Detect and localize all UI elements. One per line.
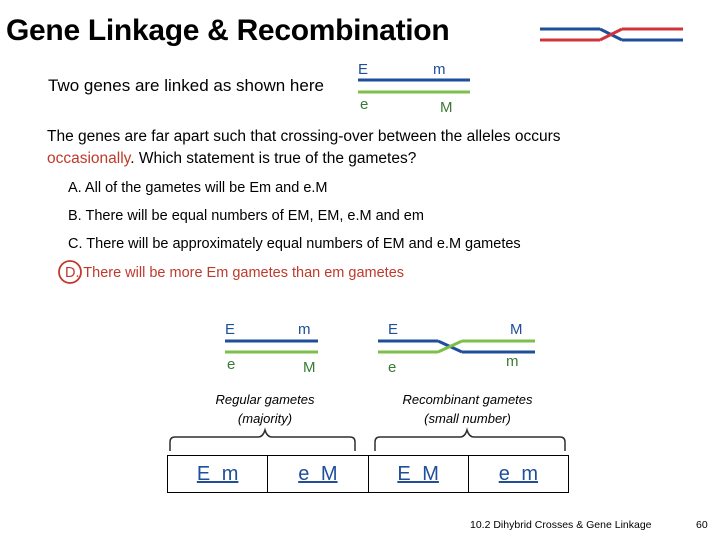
gene-label-e: e xyxy=(360,96,369,113)
question-text xyxy=(47,126,607,170)
gamete-cell: e M xyxy=(267,456,367,492)
option-c: C. There will be approximately equal numbers of EM and e.M gametes xyxy=(68,236,521,252)
option-a: A. All of the gametes will be Em and e.M xyxy=(68,180,328,196)
gamete-table xyxy=(167,455,569,493)
intro-text: Two genes are linked as shown here xyxy=(48,76,324,95)
gamete-cell: E M xyxy=(368,456,468,492)
regular-label-M: M xyxy=(303,359,316,376)
regular-label-E: E xyxy=(225,321,236,338)
gene-label-m: m xyxy=(433,61,446,78)
regular-caption xyxy=(190,390,340,428)
gamete-cell: E m xyxy=(196,462,239,485)
option-b: B. There will be equal numbers of EM, EM, e.M and em xyxy=(68,208,424,224)
recombinant-label-e: e xyxy=(388,359,397,376)
regular-caption-line1: Regular gametes xyxy=(215,392,315,407)
regular-brace xyxy=(170,430,355,451)
question-highlight: occasionally xyxy=(47,150,131,167)
recombinant-caption xyxy=(385,390,550,428)
recombinant-brace xyxy=(375,430,565,451)
regular-label-m: m xyxy=(298,321,311,338)
recombinant-caption-line1: Recombinant gametes xyxy=(402,392,533,407)
page-title: Gene Linkage & Recombination xyxy=(6,14,450,47)
gene-label-M: M xyxy=(440,99,453,116)
regular-caption-line2: (majority) xyxy=(237,411,293,426)
question-part-2: . Which statement is true of the gametes? xyxy=(130,150,417,167)
recombinant-label-E: E xyxy=(388,321,399,338)
recombinant-caption-line2: (small number) xyxy=(424,411,511,426)
footer-text: 10.2 Dihybrid Crosses & Gene Linkage xyxy=(470,519,652,531)
crossover-icon xyxy=(540,29,683,40)
recombinant-label-M: M xyxy=(510,321,523,338)
regular-label-e: e xyxy=(227,356,236,373)
page-number: 60 xyxy=(696,519,708,531)
gene-label-E: E xyxy=(358,61,369,78)
option-d: D. There will be more Em gametes than em gametes xyxy=(65,265,405,281)
recombinant-label-m: m xyxy=(506,353,519,370)
recombinant-crossover xyxy=(378,341,535,352)
question-part-1: The genes are far apart such that crossing-over between the alleles occurs xyxy=(47,128,561,145)
gamete-cell: e m xyxy=(468,456,568,492)
